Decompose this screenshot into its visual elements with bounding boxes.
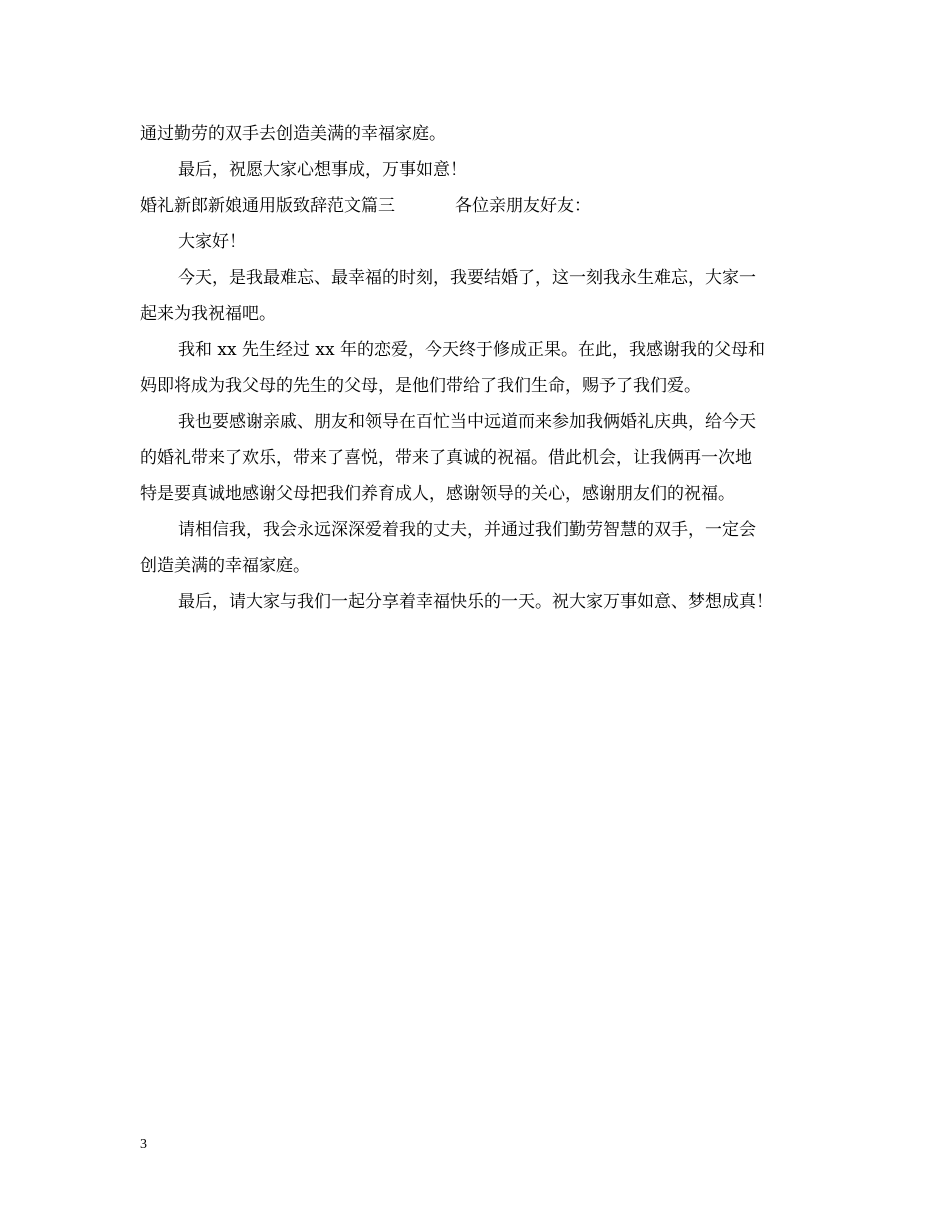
paragraph-line: 请相信我，我会永远深深爱着我的丈夫，并通过我们勤劳智慧的双手，一定会 [178, 520, 756, 540]
section-title: 婚礼新郎新娘通用版致辞范文篇三 [140, 196, 395, 216]
paragraph-line: 的婚礼带来了欢乐，带来了喜悦，带来了真诚的祝福。借此机会，让我俩再一次地 [140, 448, 752, 468]
paragraph-line: 妈即将成为我父母的先生的父母，是他们带给了我们生命，赐予了我们爱。 [140, 376, 701, 396]
paragraph-line: 大家好！ [178, 232, 246, 252]
paragraph-line: 我也要感谢亲戚、朋友和领导在百忙当中远道而来参加我俩婚礼庆典，给今天 [178, 412, 756, 432]
paragraph-line: 特是要真诚地感谢父母把我们养育成人，感谢领导的关心，感谢朋友们的祝福。 [140, 484, 735, 504]
page-number: 3 [140, 1137, 147, 1152]
section-heading [140, 188, 820, 224]
paragraph-line: 今天，是我最难忘、最幸福的时刻，我要结婚了，这一刻我永生难忘，大家一 [178, 268, 756, 288]
salutation: 各位亲朋友好友： [455, 196, 591, 216]
document-body [140, 116, 820, 620]
paragraph-line: 最后，请大家与我们一起分享着幸福快乐的一天。祝大家万事如意、梦想成真！ [178, 592, 773, 612]
paragraph-line: 通过勤劳的双手去创造美满的幸福家庭。 [140, 124, 446, 144]
paragraph-line: 我和 xx 先生经过 xx 年的恋爱，今天终于修成正果。在此，我感谢我的父母和 [178, 340, 765, 360]
paragraph-line: 最后，祝愿大家心想事成，万事如意！ [178, 160, 467, 180]
paragraph-line: 创造美满的幸福家庭。 [140, 556, 310, 576]
paragraph-line: 起来为我祝福吧。 [140, 304, 276, 324]
